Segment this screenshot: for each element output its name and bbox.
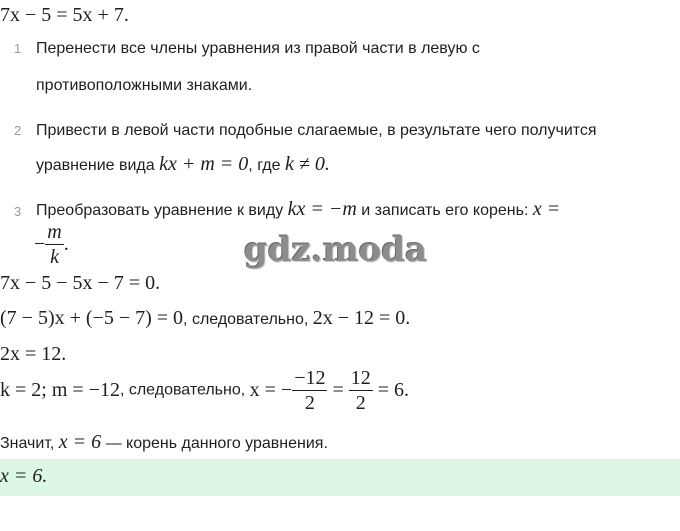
- solution-formula: x = −: [249, 379, 293, 401]
- step-number: 2: [14, 123, 22, 138]
- step-fraction-line: [34, 222, 69, 267]
- step-formula: kx + m = 0: [159, 153, 249, 175]
- answer-value: x = 6.: [0, 465, 48, 487]
- solution-line-1: 7x − 5 − 5x − 7 = 0.: [0, 272, 161, 294]
- step-number: 1: [14, 41, 22, 56]
- step-text-line: Перенести все члены уравнения из правой части в левую с: [36, 40, 480, 57]
- fraction-numerator: 12: [350, 367, 371, 389]
- step-formula: x =: [532, 198, 561, 220]
- step-formula: kx = −m: [287, 198, 357, 220]
- step-condition: k ≠ 0.: [284, 153, 330, 175]
- fraction-denominator: 2: [355, 392, 366, 414]
- fraction-numerator: m: [47, 221, 62, 243]
- fraction-m-over-k: [45, 222, 63, 267]
- fraction-denominator: k: [50, 246, 59, 268]
- step-text-line: [36, 198, 560, 221]
- watermark-logo: gdz.moda: [244, 230, 428, 270]
- solution-formula: k = 2; m = −12: [0, 379, 120, 401]
- fraction-denominator: 2: [304, 392, 315, 414]
- solution-formula: 2x − 12 = 0.: [312, 307, 411, 329]
- solution-result: = 6.: [372, 379, 410, 401]
- fraction-12-over-2: [349, 368, 373, 413]
- equals-sign: =: [327, 379, 349, 401]
- step-text-line: [36, 153, 330, 176]
- given-equation: 7x − 5 = 5x + 7.: [0, 4, 129, 26]
- fraction-minus12-over-2: [292, 368, 327, 413]
- solution-formula: (7 − 5)x + (−5 − 7) = 0: [0, 307, 184, 329]
- solution-line-3: 2x = 12.: [0, 343, 67, 365]
- conclusion-text: Значит,: [0, 435, 59, 452]
- solution-line-4: [0, 368, 409, 413]
- minus-sign: −: [34, 233, 46, 255]
- solution-text: , следовательно,: [119, 381, 250, 399]
- answer-box: [0, 459, 680, 496]
- step-text-line: Привести в левой части подобные слагаемые, в результате чего получится: [36, 122, 597, 139]
- period: .: [63, 233, 69, 255]
- conclusion-text: — корень данного уравнения.: [101, 435, 328, 452]
- step-text: уравнение вида: [36, 157, 160, 174]
- step-text: Преобразовать уравнение к виду: [36, 202, 288, 219]
- solution-line-2: [0, 307, 410, 330]
- solution-text: , следовательно,: [183, 311, 313, 328]
- step-text-line: противоположными знаками.: [36, 77, 253, 94]
- conclusion-formula: x = 6: [58, 431, 102, 453]
- step-number: 3: [14, 204, 22, 219]
- fraction-numerator: −12: [294, 367, 326, 389]
- step-text: , где: [248, 157, 285, 174]
- step-text: и записать его корень:: [356, 202, 533, 219]
- conclusion-line: [0, 431, 328, 454]
